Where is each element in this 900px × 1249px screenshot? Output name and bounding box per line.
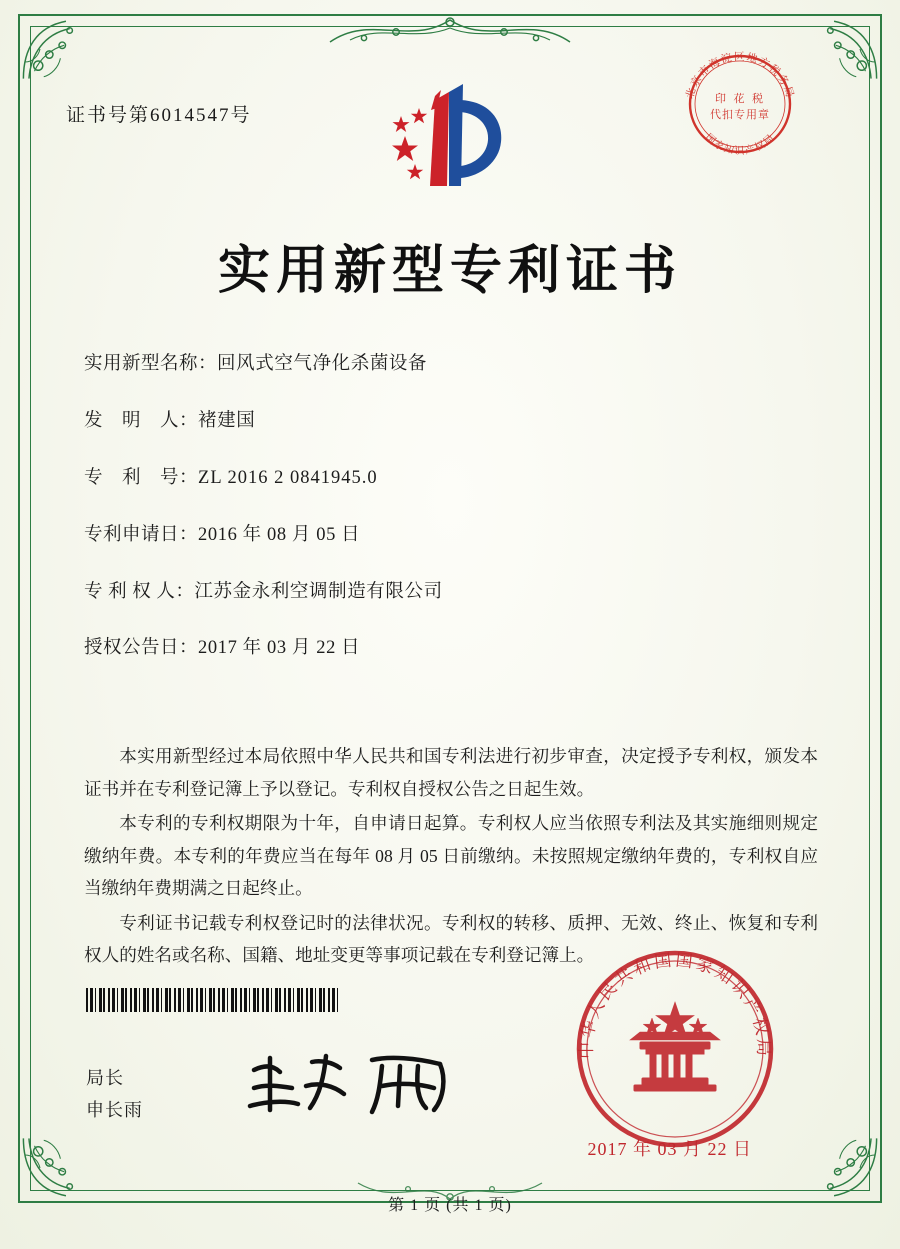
field-row-inventor <box>84 409 830 435</box>
page-title: 实用新型专利证书 <box>217 240 682 301</box>
svg-text:国家知识产权局: 国家知识产权局 <box>702 132 778 157</box>
field-value: 江苏金永利空调制造有限公司 <box>194 581 443 602</box>
signature-name: 申长雨 <box>86 1099 143 1120</box>
field-value: ZL 2016 2 0841945.0 <box>198 467 378 488</box>
signature-role: 局长 <box>86 1068 124 1088</box>
svg-text:代扣专用章: 代扣专用章 <box>710 108 770 121</box>
field-row-patentee <box>84 580 830 606</box>
field-row-patent-number <box>84 466 830 492</box>
field-label: 专 利 权 人： <box>84 581 195 602</box>
field-label: 授权公告日： <box>84 638 199 659</box>
page-footer: 第 1 页 (共 1 页) <box>388 1197 512 1214</box>
certificate-number: 证书号第6014547号 <box>66 105 252 126</box>
paragraph-3: 专利证书记载专利权登记时的法律状况。专利权的转移、质押、无效、终止、恢复和专利权人的姓名或名称、国籍、地址变更等事项记载在专利登记簿上。 <box>84 912 818 966</box>
svg-text:北京市海淀区地方税务局: 北京市海淀区地方税务局 <box>683 51 797 101</box>
field-label: 发 明 人： <box>84 410 199 431</box>
field-row-grant-date <box>84 636 830 662</box>
field-list <box>84 352 830 693</box>
field-row-application-date <box>84 523 830 549</box>
field-value: 褚建国 <box>198 410 256 431</box>
field-label: 专利申请日： <box>84 524 199 545</box>
svg-text:中华人民共和国国家知识产权局: 中华人民共和国国家知识产权局 <box>576 950 774 1059</box>
paragraph-1: 本实用新型经过本局依照中华人民共和国专利法进行初步审查，决定授予专利权，颁发本证书并在专利登记簿上予以登记。专利权自授权公告之日起生效。 <box>84 746 818 799</box>
corner-ornament-icon <box>810 12 884 86</box>
top-vine-ornament-icon <box>320 6 580 50</box>
signature-block <box>86 1063 143 1126</box>
field-value: 回风式空气净化杀菌设备 <box>217 354 428 374</box>
field-row-name <box>84 352 830 378</box>
field-label: 专 利 号： <box>84 467 199 488</box>
cnipa-logo-icon <box>375 78 535 203</box>
seal-date: 2017 年 03 月 22 日 <box>587 1139 752 1159</box>
field-value: 2016 年 08 月 05 日 <box>198 524 361 545</box>
handwritten-signature-icon <box>240 1042 460 1122</box>
svg-text:印 花 税: 印 花 税 <box>715 92 765 105</box>
tax-stamp-seal <box>676 44 804 162</box>
barcode-icon <box>86 988 338 1012</box>
field-value: 2017 年 03 月 22 日 <box>198 638 361 659</box>
paragraph-2: 本专利的专利权期限为十年，自申请日起算。专利权人应当依照专利法及其实施细则规定缴纳年费。本专利的年费应当在每年 08 月 05 日前缴纳。未按照规定缴纳年费的，专利权自应当缴纳年费期满之日起终止。 <box>84 813 818 899</box>
field-label: 实用新型名称： <box>84 354 218 374</box>
corner-ornament-icon <box>16 12 90 86</box>
legal-body-text <box>84 740 818 974</box>
national-seal <box>570 944 780 1154</box>
